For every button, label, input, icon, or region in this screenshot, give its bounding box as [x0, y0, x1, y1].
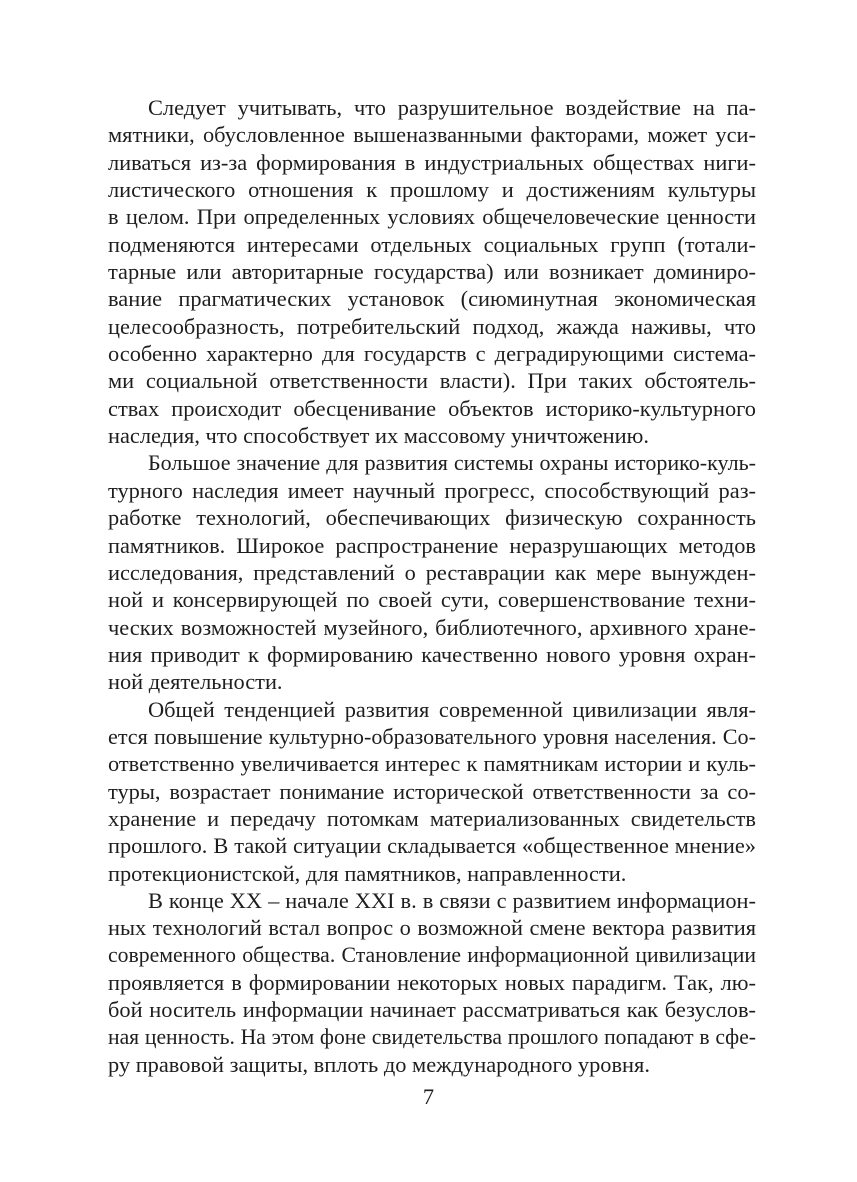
text-line: ная ценность. На этом фоне свидетельства прошлого попадают в сфе- — [108, 1024, 756, 1049]
text-line: Большое значение для развития системы охраны историко-куль- — [148, 450, 756, 476]
text-line: современного общества. Становление информационной цивилизации — [108, 942, 756, 967]
text-line: ми социальной ответственности власти). При таких обстоятель- — [108, 368, 756, 394]
text-line: бой носитель информации начинает рассматриваться как безуслов- — [108, 997, 756, 1023]
text-line: ния приводит к формированию качественно нового уровня охран- — [108, 641, 756, 667]
text-line: работке технологий, обеспечивающих физическую сохранность — [108, 505, 756, 531]
text-line: памятников. Широкое распространение неразрушающих методов — [108, 532, 756, 558]
text-line: ной и консервирующей по своей сути, совершенствование техни- — [108, 587, 756, 613]
text-line: наследия, что способствует их массовому уничтожению. — [108, 423, 649, 449]
text-line: особенно характерно для государств с деградирующими система- — [108, 341, 756, 367]
text-line: ной деятельности. — [108, 669, 283, 695]
text-line: турного наследия имеет научный прогресс, способствующий раз- — [108, 477, 756, 503]
text-line: проявляется в формировании некоторых новых парадигм. Так, лю- — [108, 970, 756, 995]
text-line: ствах происходит обесценивание объектов историко-культурного — [108, 395, 756, 421]
paragraph-4 — [108, 887, 756, 1078]
page-number: 7 — [422, 1084, 435, 1109]
text-line: В конце XX – начале XXI в. в связи с развитием информацион- — [148, 887, 756, 913]
text-line: в целом. При определенных условиях общечеловеческие ценности — [108, 204, 756, 230]
text-line: Следует учитывать, что разрушительное воздействие на па- — [148, 95, 756, 120]
text-line: ется повышение культурно-образовательного уровня населения. Со- — [108, 723, 756, 749]
text-line: тарные или авторитарные государства) или возникает доминиро- — [108, 259, 756, 285]
paragraph-2 — [108, 449, 756, 695]
text-line: хранение и передачу потомкам материализованных свидетельств — [108, 805, 756, 831]
paragraph-1 — [108, 94, 756, 449]
text-line: исследования, представлений о реставрации как мере вынужден- — [108, 559, 756, 585]
text-line: ческих возможностей музейного, библиотечного, архивного хране- — [108, 614, 756, 640]
text-line: мятники, обусловленное вышеназванными факторами, может уси- — [108, 122, 756, 148]
text-line: Общей тенденцией развития современной цивилизации явля- — [148, 696, 756, 722]
text-line: протекционистской, для памятников, направленности. — [108, 860, 627, 886]
text-line: подменяются интересами отдельных социальных групп (тотали- — [108, 231, 756, 257]
text-line: ответственно увеличивается интерес к памятникам истории и куль- — [108, 751, 756, 777]
text-line: ных технологий встал вопрос о возможной смене вектора развития — [108, 915, 756, 941]
text-line: туры, возрастает понимание исторической ответственности за со- — [108, 778, 756, 804]
page-body — [108, 94, 756, 1078]
text-line: ру правовой защиты, вплоть до международного уровня. — [108, 1052, 650, 1078]
text-line: листического отношения к прошлому и достижениям культуры — [108, 177, 756, 203]
paragraph-3 — [108, 696, 756, 887]
text-line: ливаться из-за формирования в индустриальных обществах ниги- — [108, 149, 756, 175]
text-line: вание прагматических установок (сиюминутная экономическая — [108, 286, 756, 312]
text-line: прошлого. В такой ситуации складывается «общественное мнение» — [108, 833, 756, 859]
text-line: целесообразность, потребительский подход, жажда наживы, что — [108, 313, 756, 339]
